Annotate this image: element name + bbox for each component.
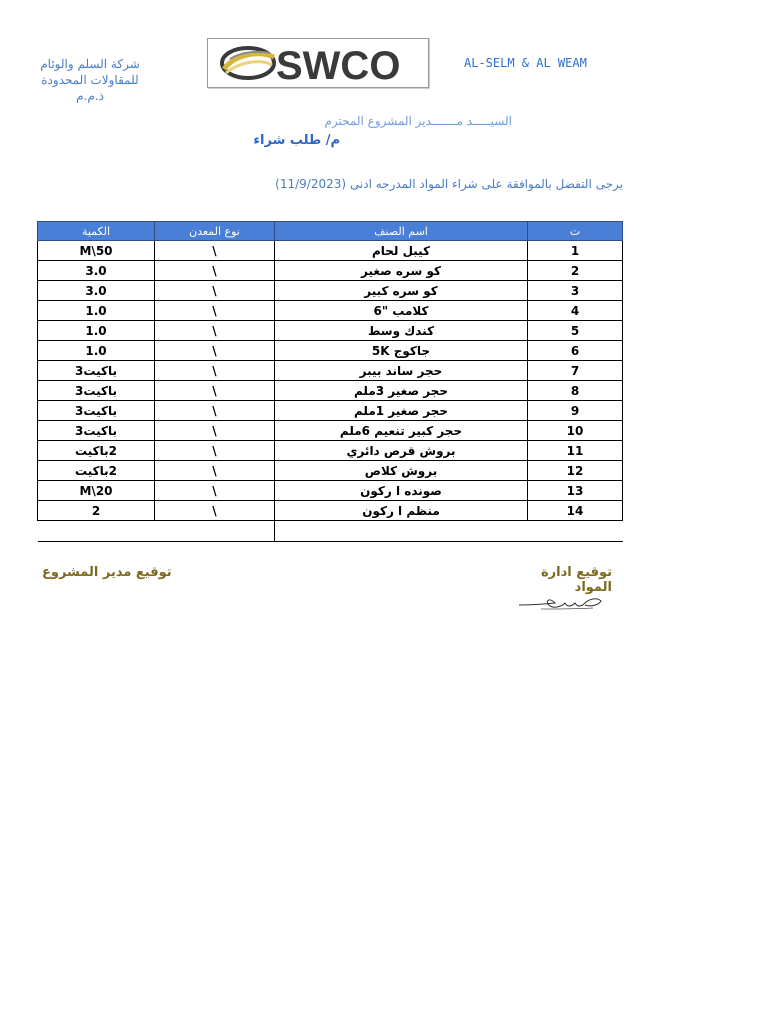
row-metal-type: \ bbox=[155, 501, 275, 521]
table-row bbox=[38, 361, 623, 381]
row-item-name: حجر ساند بيبر bbox=[275, 361, 528, 381]
row-metal-type: \ bbox=[155, 441, 275, 461]
row-metal-type: \ bbox=[155, 421, 275, 441]
row-quantity: 2 bbox=[38, 501, 155, 521]
company-name-english: AL-SELM & AL WEAM bbox=[464, 56, 587, 70]
row-metal-type: \ bbox=[155, 361, 275, 381]
header-item-name: اسم الصنف bbox=[275, 222, 528, 241]
row-number: 1 bbox=[528, 241, 623, 261]
row-quantity: 1.0 bbox=[38, 321, 155, 341]
table-row bbox=[38, 281, 623, 301]
row-quantity: باكيت3 bbox=[38, 381, 155, 401]
row-quantity: 20\M bbox=[38, 481, 155, 501]
logo-wordmark: SWCO bbox=[276, 44, 401, 87]
row-item-name: صونده ا ركون bbox=[275, 481, 528, 501]
table-row bbox=[38, 501, 623, 521]
row-item-name: جاكوج 5K bbox=[275, 341, 528, 361]
row-number: 14 bbox=[528, 501, 623, 521]
table-row bbox=[38, 261, 623, 281]
row-number: 7 bbox=[528, 361, 623, 381]
row-quantity: 2باكيت bbox=[38, 441, 155, 461]
row-quantity: 2باكيت bbox=[38, 461, 155, 481]
row-metal-type: \ bbox=[155, 281, 275, 301]
row-quantity: 3.0 bbox=[38, 281, 155, 301]
company-name-line: ذ.م.م bbox=[76, 89, 104, 103]
header-metal-type: نوع المعدن bbox=[155, 222, 275, 241]
row-quantity: 50\M bbox=[38, 241, 155, 261]
row-number: 10 bbox=[528, 421, 623, 441]
table-row-empty bbox=[38, 521, 623, 542]
row-number: 13 bbox=[528, 481, 623, 501]
letter-subject: م/ طلب شراء bbox=[253, 133, 340, 148]
materials-table bbox=[37, 221, 623, 542]
row-item-name: كلامب "6 bbox=[275, 301, 528, 321]
row-number: 2 bbox=[528, 261, 623, 281]
row-item-name: حجر صغير 3ملم bbox=[275, 381, 528, 401]
row-quantity: 1.0 bbox=[38, 301, 155, 321]
project-manager-signature-label: توقيع مدير المشروع bbox=[42, 565, 172, 580]
salutation: السيـــــد مـــــــدير المشروع المحترم bbox=[324, 114, 512, 128]
table-row bbox=[38, 401, 623, 421]
table-row bbox=[38, 341, 623, 361]
empty-cell bbox=[275, 521, 623, 542]
row-item-name: منظم ا ركون bbox=[275, 501, 528, 521]
table-row bbox=[38, 321, 623, 341]
row-item-name: حجر كبير تنعيم 6ملم bbox=[275, 421, 528, 441]
row-number: 3 bbox=[528, 281, 623, 301]
row-number: 5 bbox=[528, 321, 623, 341]
row-number: 11 bbox=[528, 441, 623, 461]
table-row bbox=[38, 481, 623, 501]
row-quantity: 3.0 bbox=[38, 261, 155, 281]
row-item-name: بروش كلاص bbox=[275, 461, 528, 481]
row-number: 8 bbox=[528, 381, 623, 401]
row-metal-type: \ bbox=[155, 241, 275, 261]
handwritten-signature-icon bbox=[515, 591, 607, 615]
row-number: 9 bbox=[528, 401, 623, 421]
row-item-name: حجر صغير 1ملم bbox=[275, 401, 528, 421]
company-name-arabic bbox=[32, 56, 148, 104]
company-name-line: شركة السلم والوئام bbox=[40, 57, 140, 71]
row-metal-type: \ bbox=[155, 481, 275, 501]
row-metal-type: \ bbox=[155, 321, 275, 341]
header-number: ت bbox=[528, 222, 623, 241]
header-quantity: الكمية bbox=[38, 222, 155, 241]
row-quantity: باكيت3 bbox=[38, 401, 155, 421]
row-metal-type: \ bbox=[155, 341, 275, 361]
row-item-name: كندك وسط bbox=[275, 321, 528, 341]
row-metal-type: \ bbox=[155, 301, 275, 321]
table-header-row bbox=[38, 222, 623, 241]
table-row bbox=[38, 441, 623, 461]
request-text: يرجى التفضل بالموافقة على شراء المواد المدرجه ادنى (11/9/2023) bbox=[275, 177, 623, 191]
table-row bbox=[38, 461, 623, 481]
table-row bbox=[38, 241, 623, 261]
table-row bbox=[38, 301, 623, 321]
table-row bbox=[38, 381, 623, 401]
row-quantity: باكيت3 bbox=[38, 361, 155, 381]
row-item-name: بروش قرص دائري bbox=[275, 441, 528, 461]
row-item-name: كيبل لحام bbox=[275, 241, 528, 261]
company-name-line: للمقاولات المحدودة bbox=[41, 73, 139, 87]
materials-dept-signature-label: توقيع ادارة المواد bbox=[541, 565, 612, 595]
row-number: 6 bbox=[528, 341, 623, 361]
logo-swoosh-icon bbox=[222, 48, 274, 78]
row-quantity: باكيت3 bbox=[38, 421, 155, 441]
table-row bbox=[38, 421, 623, 441]
swco-logo-icon bbox=[208, 39, 428, 87]
empty-cell bbox=[38, 521, 275, 542]
row-item-name: كو سره كبير bbox=[275, 281, 528, 301]
row-metal-type: \ bbox=[155, 461, 275, 481]
row-item-name: كو سره صغير bbox=[275, 261, 528, 281]
row-number: 12 bbox=[528, 461, 623, 481]
row-metal-type: \ bbox=[155, 381, 275, 401]
row-metal-type: \ bbox=[155, 261, 275, 281]
row-metal-type: \ bbox=[155, 401, 275, 421]
row-number: 4 bbox=[528, 301, 623, 321]
row-quantity: 1.0 bbox=[38, 341, 155, 361]
company-logo bbox=[207, 38, 429, 88]
